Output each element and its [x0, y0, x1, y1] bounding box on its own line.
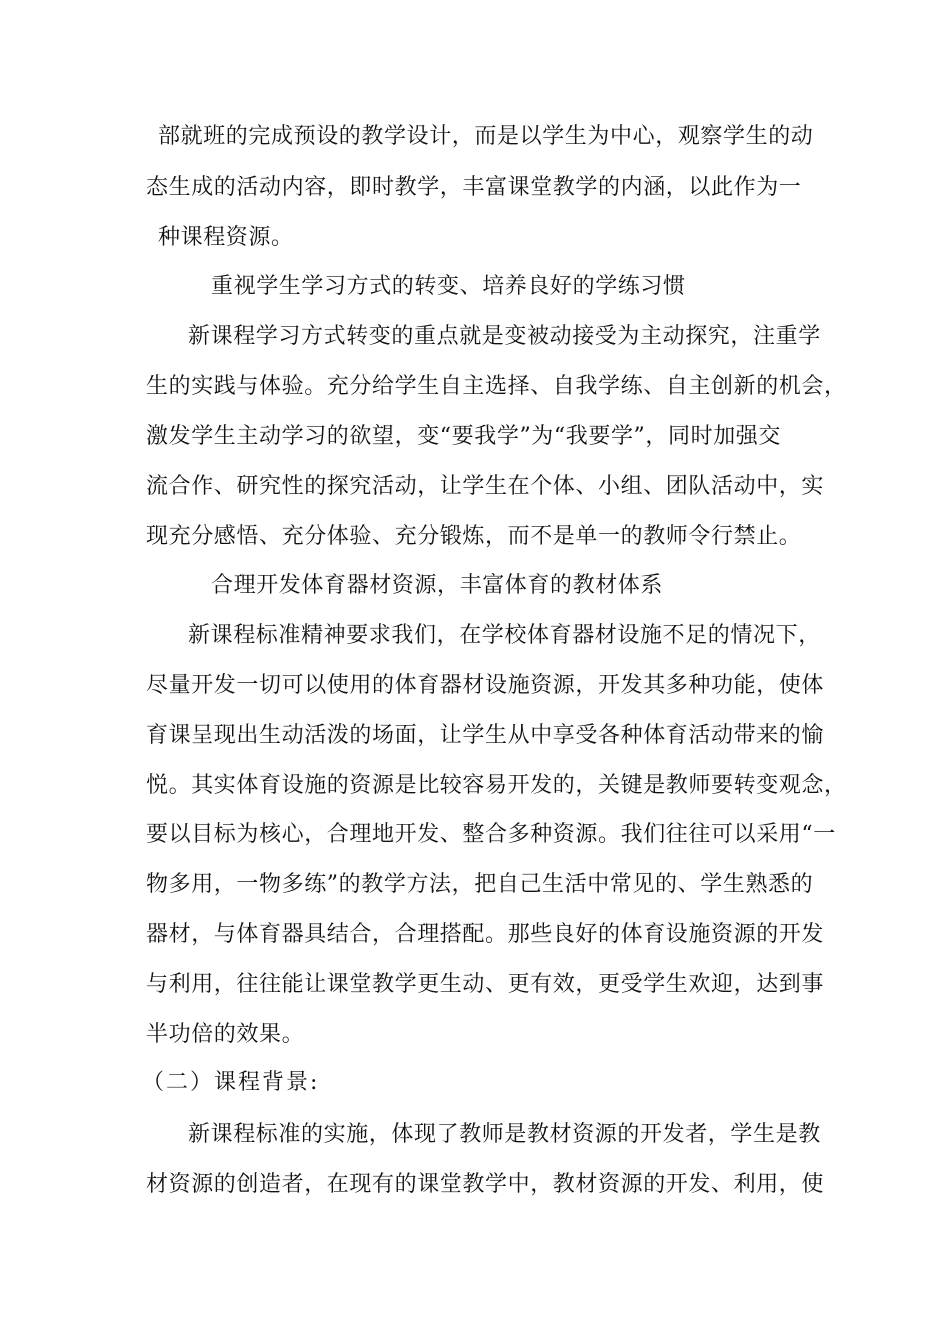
text-line: 流合作、研究性的探究活动，让学生在个体、小组、团队活动中，实 — [146, 474, 825, 499]
text-line: 育课呈现出生动活泼的场面，让学生从中享受各种体育活动带来的愉 — [146, 723, 825, 748]
text-line: 要以目标为核心，合理地开发、整合多种资源。我们往往可以采用“一 — [146, 822, 836, 847]
text-line: 激发学生主动学习的欲望，变“要我学”为“我要学”，同时加强交 — [146, 424, 781, 449]
text-line: 材资源的创造者，在现有的课堂教学中，教材资源的开发、利用，使 — [146, 1172, 825, 1197]
text-line: 部就班的完成预设的教学设计，而是以学生为中心，观察学生的动 — [158, 124, 814, 149]
text-line: 与利用，往往能让课堂教学更生动、更有效，更受学生欢迎，达到事 — [146, 972, 825, 997]
text-line: 尽量开发一切可以使用的体育器材设施资源，开发其多种功能，使体 — [146, 673, 825, 698]
section-heading: 重视学生学习方式的转变、培养良好的学练习惯 — [211, 274, 686, 299]
text-line: 半功倍的效果。 — [146, 1022, 305, 1047]
text-line: 现充分感悟、充分体验、充分锻炼，而不是单一的教师令行禁止。 — [146, 524, 802, 549]
text-line: 悦。其实体育设施的资源是比较容易开发的，关键是教师要转变观念， — [146, 773, 847, 798]
text-line: 新课程标准精神要求我们，在学校体育器材设施不足的情况下， — [188, 623, 821, 648]
text-line: 器材，与体育器具结合，合理搭配。那些良好的体育设施资源的开发 — [146, 922, 825, 947]
text-line: 态生成的活动内容，即时教学，丰富课堂教学的内涵，以此作为一 — [146, 175, 802, 200]
section-title: （二）课程背景: — [142, 1070, 320, 1095]
text-line: 新课程学习方式转变的重点就是变被动接受为主动探究，注重学 — [188, 324, 821, 349]
text-line: 生的实践与体验。充分给学生自主选择、自我学练、自主创新的机会， — [146, 374, 847, 399]
text-line: 种课程资源。 — [158, 225, 294, 250]
section-heading: 合理开发体育器材资源，丰富体育的教材体系 — [211, 573, 664, 598]
text-line: 新课程标准的实施，体现了教师是教材资源的开发者，学生是教 — [188, 1122, 821, 1147]
text-line: 物多用，一物多练”的教学方法，把自己生活中常见的、学生熟悉的 — [146, 872, 814, 897]
